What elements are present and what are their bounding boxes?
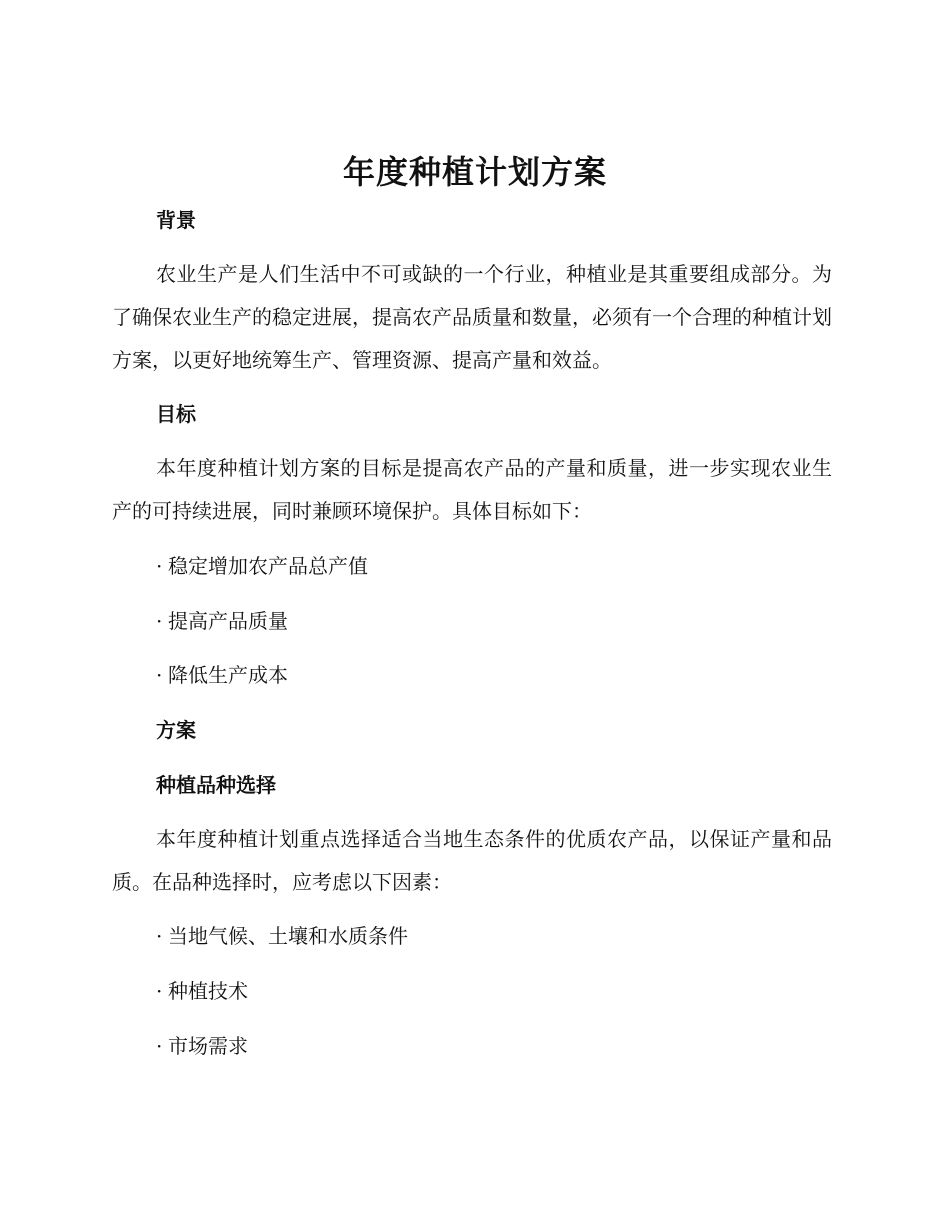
plan-bullet-text: 当地气候、土壤和水质条件 [168,924,408,948]
plan-bullet-text: 种植技术 [168,979,248,1003]
section-heading-plan: 方案 [156,718,196,742]
goal-bullet-text: 降低生产成本 [168,663,288,687]
bullet-dot: · [156,554,163,578]
plan-bullet-item [156,921,408,951]
bullet-dot: · [156,924,163,948]
plan-paragraph: 本年度种植计划重点选择适合当地生态条件的优质农产品，以保证产量和品质。在品种选择时，应考虑以下因素： [112,827,832,894]
bullet-dot: · [156,663,163,687]
section-heading-background: 背景 [156,208,196,232]
section-heading-goals: 目标 [156,402,196,426]
plan-bullet-item [156,976,248,1006]
goal-bullet-text: 提高产品质量 [168,609,288,633]
goal-bullet-item [156,551,368,581]
bullet-dot: · [156,979,163,1003]
subheading-variety-selection: 种植品种选择 [156,773,276,797]
bullet-dot: · [156,1034,163,1058]
bullet-dot: · [156,609,163,633]
goal-bullet-item [156,606,288,636]
plan-bullet-item [156,1031,248,1061]
document-title: 年度种植计划方案 [342,153,607,191]
plan-bullet-text: 市场需求 [168,1034,248,1058]
goal-bullet-text: 稳定增加农产品总产值 [168,554,368,578]
background-paragraph: 农业生产是人们生活中不可或缺的一个行业，种植业是其重要组成部分。为了确保农业生产的稳定进展，提高农产品质量和数量，必须有一个合理的种植计划方案，以更好地统筹生产、管理资源、提高产量和效益。 [112,262,832,372]
goal-bullet-item [156,660,288,690]
goals-paragraph: 本年度种植计划方案的目标是提高农产品的产量和质量，进一步实现农业生产的可持续进展，同时兼顾环境保护。具体目标如下： [112,456,832,523]
